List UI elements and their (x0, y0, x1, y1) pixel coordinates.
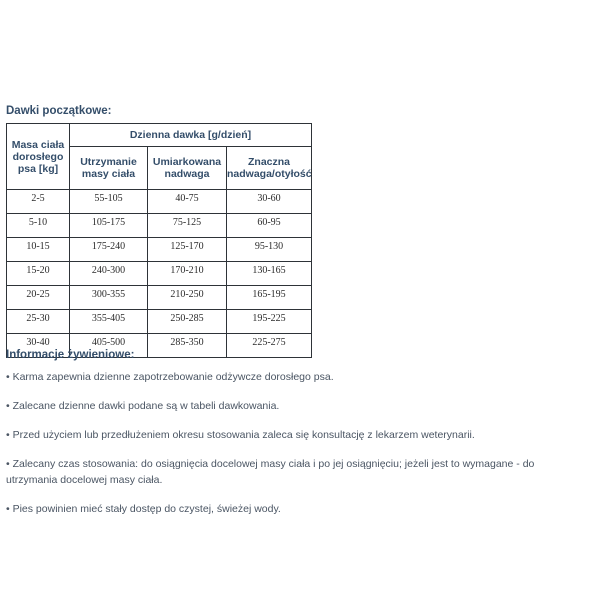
table-row (7, 262, 312, 286)
list-item: • Karma zapewnia dzienne zapotrzebowanie odżywcze dorosłego psa. (6, 371, 334, 383)
cell-maintenance: 300-355 (70, 286, 148, 310)
cell-significant: 195-225 (227, 310, 312, 334)
nutrition-info-list (6, 369, 586, 530)
cell-weight: 30-40 (7, 334, 70, 358)
section-heading-nutrition-info: Informacje żywieniowe: (6, 349, 135, 361)
cell-maintenance: 240-300 (70, 262, 148, 286)
cell-significant: 60-95 (227, 214, 312, 238)
header-significant-overweight: Znaczna nadwaga/otyłość (227, 147, 312, 190)
cell-significant: 95-130 (227, 238, 312, 262)
header-moderate-overweight: Umiarkowana nadwaga (148, 147, 227, 190)
cell-significant: 165-195 (227, 286, 312, 310)
cell-significant: 30-60 (227, 190, 312, 214)
cell-moderate: 210-250 (148, 286, 227, 310)
header-maintenance: Utrzymanie masy ciała (70, 147, 148, 190)
header-body-weight: Masa ciała dorosłego psa [kg] (7, 124, 70, 190)
cell-maintenance: 405-500 (70, 334, 148, 358)
cell-weight: 20-25 (7, 286, 70, 310)
table-row (7, 238, 312, 262)
table-row (7, 214, 312, 238)
cell-maintenance: 355-405 (70, 310, 148, 334)
cell-significant: 225-275 (227, 334, 312, 358)
cell-weight: 25-30 (7, 310, 70, 334)
cell-maintenance: 175-240 (70, 238, 148, 262)
table-row (7, 286, 312, 310)
header-daily-dose: Dzienna dawka [g/dzień] (70, 124, 312, 147)
dosage-table (6, 123, 312, 358)
cell-maintenance: 105-175 (70, 214, 148, 238)
cell-weight: 10-15 (7, 238, 70, 262)
list-item: • Przed użyciem lub przedłużeniem okresu stosowania zaleca się konsultację z lekarzem weterynarii. (6, 429, 475, 441)
cell-weight: 2-5 (7, 190, 70, 214)
section-heading-starting-doses: Dawki początkowe: (6, 105, 112, 117)
cell-moderate: 75-125 (148, 214, 227, 238)
cell-moderate: 285-350 (148, 334, 227, 358)
list-item: • Zalecane dzienne dawki podane są w tabeli dawkowania. (6, 400, 280, 412)
cell-weight: 15-20 (7, 262, 70, 286)
cell-moderate: 170-210 (148, 262, 227, 286)
cell-moderate: 250-285 (148, 310, 227, 334)
list-item: • Zalecany czas stosowania: do osiągnięcia docelowej masy ciała i po jej osiągnięciu; jeżeli jest to wymagane - do utrzymania docelowej masy ciała. (6, 458, 535, 486)
cell-moderate: 40-75 (148, 190, 227, 214)
cell-moderate: 125-170 (148, 238, 227, 262)
table-row (7, 310, 312, 334)
table-row (7, 190, 312, 214)
cell-maintenance: 55-105 (70, 190, 148, 214)
cell-significant: 130-165 (227, 262, 312, 286)
cell-weight: 5-10 (7, 214, 70, 238)
list-item: • Pies powinien mieć stały dostęp do czystej, świeżej wody. (6, 503, 281, 515)
